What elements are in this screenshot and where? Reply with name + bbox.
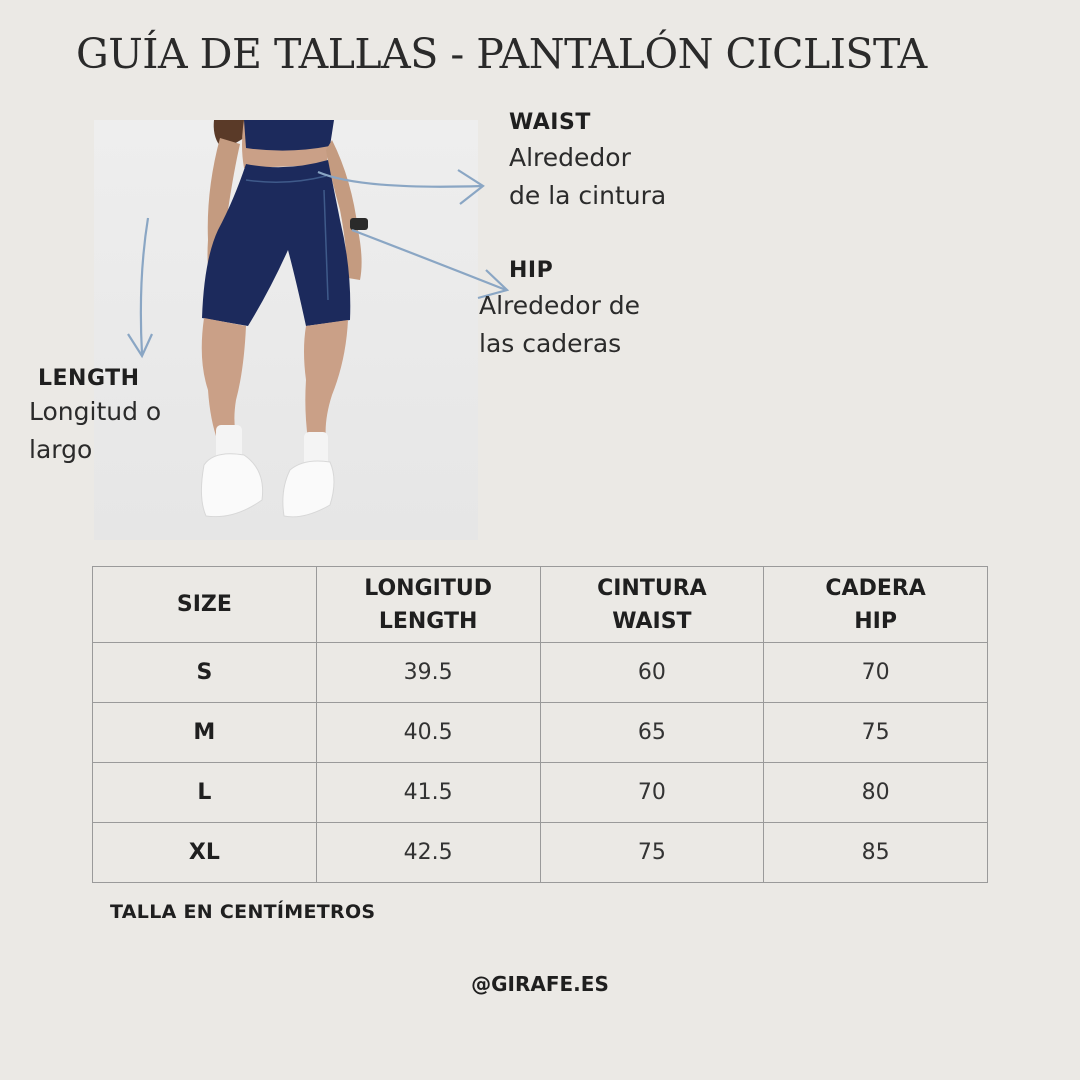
hip-cell: 70 xyxy=(764,643,988,703)
length-label: LENGTH xyxy=(38,366,140,391)
model-illustration xyxy=(94,120,478,540)
hip-cell: 80 xyxy=(764,763,988,823)
length-cell: 41.5 xyxy=(316,763,540,823)
social-handle: @GIRAFE.ES xyxy=(471,972,609,996)
waist-cell: 75 xyxy=(540,823,764,883)
hip-label: HIP xyxy=(509,258,554,283)
waist-label: WAIST xyxy=(509,110,591,135)
waist-desc-2: de la cintura xyxy=(509,181,667,210)
table-header-row xyxy=(93,567,988,643)
size-cell: M xyxy=(93,703,317,763)
product-photo xyxy=(94,120,478,540)
table-row xyxy=(93,823,988,883)
waist-cell: 60 xyxy=(540,643,764,703)
waist-annotation xyxy=(509,110,666,215)
hip-desc-1: Alrededor de xyxy=(479,291,641,320)
table-row xyxy=(93,643,988,703)
length-cell: 40.5 xyxy=(316,703,540,763)
length-cell: 39.5 xyxy=(316,643,540,703)
length-annotation xyxy=(29,366,161,469)
table-row xyxy=(93,763,988,823)
hip-desc-2: las caderas xyxy=(479,329,622,358)
header-size: SIZE xyxy=(93,567,317,643)
size-cell: S xyxy=(93,643,317,703)
waist-desc-1: Alrededor xyxy=(509,143,631,172)
length-desc-1: Longitud o xyxy=(29,397,162,426)
hip-annotation xyxy=(479,258,640,363)
header-length: LONGITUD LENGTH xyxy=(316,567,540,643)
length-cell: 42.5 xyxy=(316,823,540,883)
length-desc-2: largo xyxy=(29,435,93,464)
waist-cell: 65 xyxy=(540,703,764,763)
hip-cell: 85 xyxy=(764,823,988,883)
header-hip: CADERA HIP xyxy=(764,567,988,643)
header-waist: CINTURA WAIST xyxy=(540,567,764,643)
size-cell: L xyxy=(93,763,317,823)
waist-cell: 70 xyxy=(540,763,764,823)
size-cell: XL xyxy=(93,823,317,883)
hip-cell: 75 xyxy=(764,703,988,763)
units-note: TALLA EN CENTÍMETROS xyxy=(110,901,376,923)
size-table xyxy=(92,566,988,883)
page-title: GUÍA DE TALLAS - PANTALÓN CICLISTA xyxy=(76,30,927,78)
table-row xyxy=(93,703,988,763)
